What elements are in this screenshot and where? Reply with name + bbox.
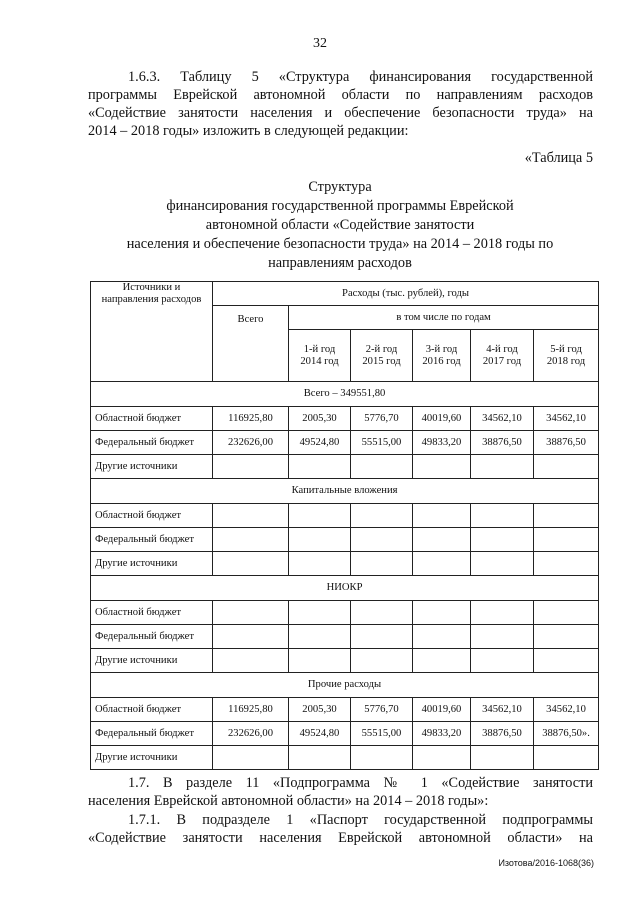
table-row [91,455,599,479]
row-year-value: 49524,80 [289,722,351,746]
year-label: 2-й год [365,343,398,355]
row-year-value [351,601,413,625]
row-year-value: 55515,00 [351,722,413,746]
row-year-value [351,625,413,649]
after-paragraph-2 [88,811,593,847]
row-total [213,552,289,576]
table-header [91,282,599,382]
header-expenses: Расходы (тыс. рублей), годы [213,282,599,306]
row-year-value [471,625,534,649]
row-year-value: 5776,70 [351,407,413,431]
row-label: Федеральный бюджет [91,431,213,455]
row-year-value [534,455,599,479]
row-year-value [471,746,534,770]
row-label: Областной бюджет [91,407,213,431]
row-year-value: 34562,10 [534,698,599,722]
intro-line: программы Еврейской автономной области по направлениям расходов [88,87,593,103]
header-year-3 [413,330,471,382]
row-year-value [413,649,471,673]
row-year-value: 34562,10 [471,407,534,431]
header-by-years: в том числе по годам [289,306,599,330]
section-title: Прочие расходы [91,673,599,698]
row-year-value [289,649,351,673]
row-total: 116925,80 [213,407,289,431]
row-label: Федеральный бюджет [91,528,213,552]
row-label: Областной бюджет [91,504,213,528]
row-year-value [534,504,599,528]
table-row [91,625,599,649]
row-year-value [289,746,351,770]
row-year-value [413,504,471,528]
row-year-value [289,601,351,625]
year-value: 2018 год [546,355,586,367]
header-year-5 [534,330,599,382]
row-year-value [471,455,534,479]
row-year-value [289,528,351,552]
year-label: 4-й год [486,343,518,355]
row-total [213,601,289,625]
row-year-value: 49833,20 [413,722,471,746]
year-label: 3-й год [425,343,458,355]
row-year-value: 40019,60 [413,407,471,431]
section-title: НИОКР [91,576,599,601]
header-year-4 [471,330,534,382]
row-year-value [534,528,599,552]
table-row [91,431,599,455]
intro-paragraph [88,68,593,140]
footer-code: Изотова/2016-1068(36) [498,858,594,868]
row-year-value: 5776,70 [351,698,413,722]
row-year-value [413,601,471,625]
row-year-value [534,552,599,576]
row-year-value: 2005,30 [289,698,351,722]
row-year-value [471,649,534,673]
heading-line: автономной области «Содействие занятости [205,217,475,233]
row-year-value [471,504,534,528]
table-row [91,407,599,431]
table-reference: «Таблица 5 [524,150,593,166]
row-year-value [289,625,351,649]
row-year-value [289,455,351,479]
financing-table [90,281,599,770]
row-year-value: 38876,50 [471,431,534,455]
table-row [91,746,599,770]
row-year-value [289,504,351,528]
row-label: Федеральный бюджет [91,722,213,746]
row-year-value [413,455,471,479]
row-total [213,649,289,673]
row-label: Другие источники [91,455,213,479]
row-year-value [413,552,471,576]
row-year-value: 49524,80 [289,431,351,455]
row-year-value: 38876,50». [534,722,599,746]
row-year-value: 38876,50 [534,431,599,455]
row-year-value [351,746,413,770]
heading-line: финансирования государственной программы Еврейской [166,198,514,214]
row-year-value [471,552,534,576]
row-total [213,528,289,552]
row-year-value [471,601,534,625]
row-year-value [351,504,413,528]
row-year-value [351,649,413,673]
row-year-value: 38876,50 [471,722,534,746]
row-label: Областной бюджет [91,698,213,722]
row-year-value: 34562,10 [471,698,534,722]
section-title: Капитальные вложения [91,479,599,504]
row-year-value [534,746,599,770]
paragraph-line: 1.7. В разделе 11 «Подпрограмма № 1 «Содействие занятости [128,775,593,791]
year-value: 2014 год [300,355,339,367]
header-total: Всего [213,306,289,382]
row-year-value [351,552,413,576]
row-year-value: 40019,60 [413,698,471,722]
table-row [91,722,599,746]
row-label: Другие источники [91,649,213,673]
heading-line: Структура [308,179,372,195]
year-value: 2015 год [362,355,401,367]
row-year-value [413,625,471,649]
header-year-2 [351,330,413,382]
row-year-value [534,625,599,649]
row-year-value [289,552,351,576]
table-body [91,382,599,770]
section-row [91,673,599,698]
section-row [91,479,599,504]
row-year-value [351,455,413,479]
table-row [91,528,599,552]
paragraph-line: «Содействие занятости населения Еврейской автономной области» на [88,830,593,846]
row-year-value: 55515,00 [351,431,413,455]
section-row [91,576,599,601]
row-label: Другие источники [91,746,213,770]
paragraph-line: 1.7.1. В подразделе 1 «Паспорт государственной подпрограммы [128,812,593,828]
intro-line: 2014 – 2018 годы» изложить в следующей редакции: [88,123,409,139]
row-label: Федеральный бюджет [91,625,213,649]
page-number: 32 [313,36,327,51]
row-total: 232626,00 [213,722,289,746]
row-year-value: 2005,30 [289,407,351,431]
intro-line: 1.6.3. Таблицу 5 «Структура финансирования государственной [128,69,593,85]
header-sources: Источники и направления расходов [91,282,213,382]
row-year-value [413,746,471,770]
table-row [91,504,599,528]
row-year-value [534,649,599,673]
year-label: 5-й год [550,343,582,355]
year-value: 2016 год [422,355,461,367]
intro-line: «Содействие занятости населения и обеспечение безопасности труда» на [88,105,593,121]
row-total: 232626,00 [213,431,289,455]
year-label: 1-й год [303,343,336,355]
row-year-value [471,528,534,552]
table-row [91,601,599,625]
header-year-1 [289,330,351,382]
row-total: 116925,80 [213,698,289,722]
row-total [213,746,289,770]
row-year-value [413,528,471,552]
after-paragraph-1 [88,774,593,810]
table-row [91,649,599,673]
row-total [213,504,289,528]
row-year-value: 49833,20 [413,431,471,455]
table-row [91,698,599,722]
row-label: Другие источники [91,552,213,576]
row-total [213,455,289,479]
heading-line: направлениям расходов [268,255,412,271]
row-total [213,625,289,649]
table-row [91,552,599,576]
heading-line: населения и обеспечение безопасности труда» на 2014 – 2018 годы по [126,236,554,252]
row-label: Областной бюджет [91,601,213,625]
year-value: 2017 год [482,355,522,367]
section-title: Всего – 349551,80 [91,382,599,407]
paragraph-line: населения Еврейской автономной области» на 2014 – 2018 годы»: [88,793,489,809]
row-year-value: 34562,10 [534,407,599,431]
row-year-value [351,528,413,552]
section-row [91,382,599,407]
table-heading [110,178,570,273]
row-year-value [534,601,599,625]
